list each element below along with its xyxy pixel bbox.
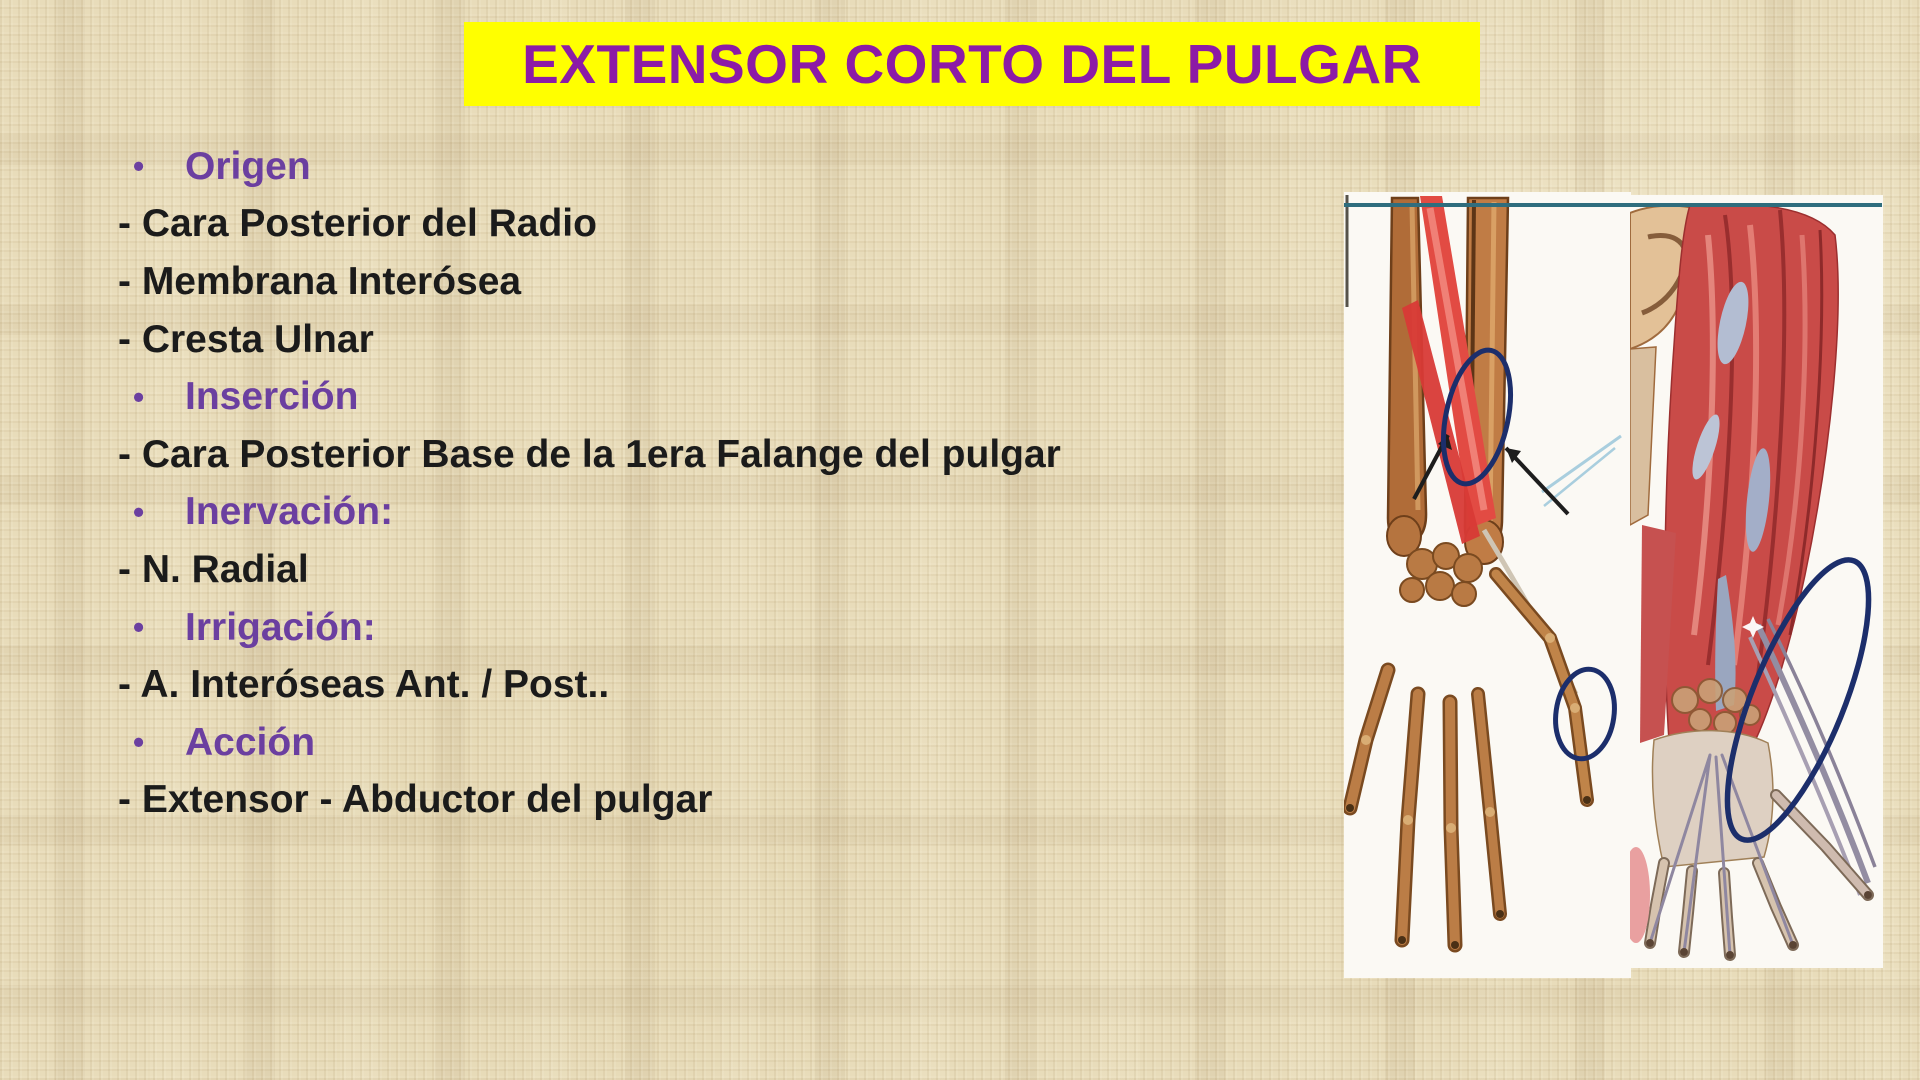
list-item-detail (118, 196, 1298, 254)
slide-title: EXTENSOR CORTO DEL PULGAR (522, 33, 1422, 95)
title-banner (464, 22, 1480, 106)
anatomy-figure-muscular-forearm (1630, 195, 1883, 968)
detail-text: - Cara Posterior del Radio (118, 202, 597, 246)
list-item-detail (118, 541, 1298, 599)
bullet-icon: • (133, 609, 145, 646)
anatomy-figure-skeletal-hand (1344, 192, 1631, 978)
detail-text: - Membrana Interósea (118, 259, 522, 303)
list-item-detail (118, 426, 1298, 484)
skeletal-hand-illustration (1344, 192, 1631, 978)
bullet-icon: • (133, 493, 145, 530)
detail-text: - Cresta Ulnar (118, 317, 374, 361)
header-text: Acción (185, 720, 316, 764)
header-text: Irrigación: (185, 605, 376, 649)
list-item-detail (118, 311, 1298, 369)
list-item-detail (118, 772, 1298, 830)
detail-text: - A. Interóseas Ant. / Post.. (118, 663, 610, 707)
list-item-header (118, 714, 1298, 772)
detail-text: - Extensor - Abductor del pulgar (118, 778, 713, 822)
list-item-header (118, 138, 1298, 196)
list-item-header (118, 484, 1298, 542)
finger-joints (1361, 633, 1580, 833)
finger-tips (1346, 796, 1591, 949)
list-item-header (118, 368, 1298, 426)
muscular-forearm-illustration (1630, 195, 1883, 968)
finger-bones (1346, 574, 1591, 949)
list-item-header (118, 599, 1298, 657)
list-item-detail (118, 656, 1298, 714)
tendon-highlight-lines (1542, 436, 1621, 506)
content-list (118, 138, 1298, 829)
header-text: Origen (185, 144, 311, 188)
list-item-detail (118, 253, 1298, 311)
detail-text: - Cara Posterior Base de la 1era Falange del pulgar (118, 432, 1061, 476)
bullet-icon: • (133, 148, 145, 185)
bullet-icon: • (133, 724, 145, 761)
bullet-icon: • (133, 378, 145, 415)
detail-text: - N. Radial (118, 547, 309, 591)
header-text: Inervación: (185, 490, 394, 534)
header-text: Inserción (185, 375, 359, 419)
figure-top-divider (1344, 203, 1882, 207)
